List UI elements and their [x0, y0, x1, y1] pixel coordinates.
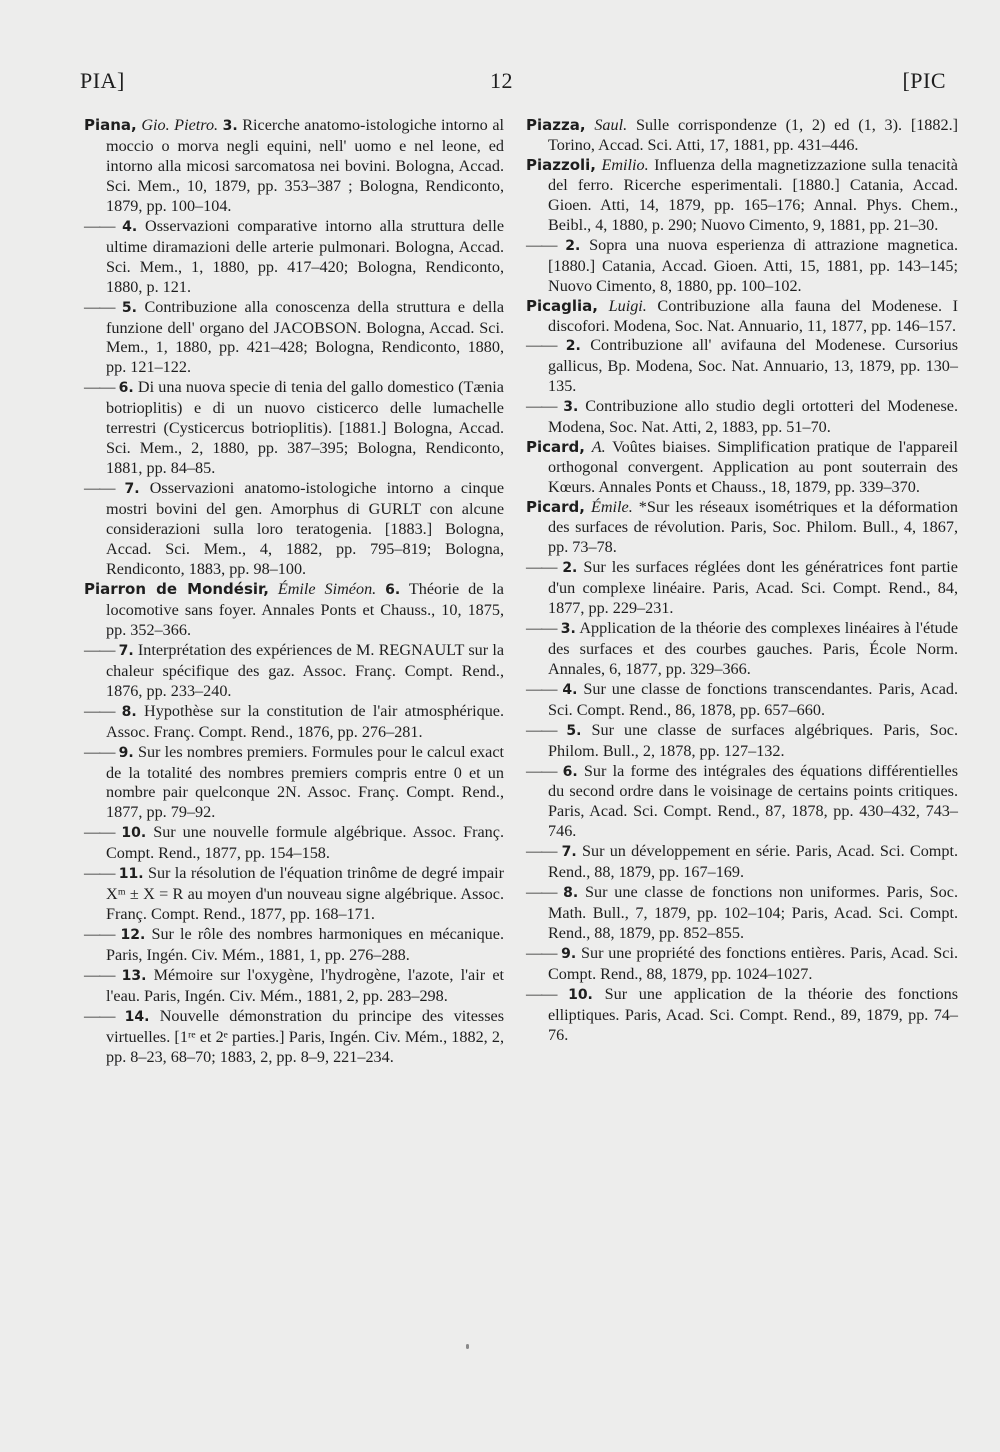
ditto-dash: ——: [84, 378, 115, 397]
header-right-guideword: [PIC: [902, 68, 946, 93]
ditto-dash: ——: [84, 823, 115, 842]
entry-text: Mémoire sur l'oxygène, l'hydrogène, l'azote, l'air et l'eau. Paris, Ingén. Civ. Mém., 1881, 2, pp. 283–298.: [106, 966, 505, 1005]
entry-text: Sur la résolution de l'équation trinôme de degré impair Xᵐ ± X = R au moyen d'un nouveau signe algébrique. Assoc. Franç. Compt. Rend., 1877, pp. 168–171.: [106, 864, 505, 924]
ditto-dash: ——: [84, 216, 115, 235]
entry-text: Sur une classe de surfaces algébriques. Paris, Soc. Philom. Bull., 2, 1878, pp. 127–132.: [548, 720, 959, 760]
entry-text: Contribuzione alla fauna del Modenese. I discofori. Modena, Soc. Nat. Annuario, 11, 1877, pp. 146–157.: [548, 296, 959, 335]
ditto-dash: ——: [84, 1006, 115, 1025]
entry-text: Sur les nombres premiers. Formules pour le calcul exact de la totalité des nombres premiers compris entre 0 et un nombre pair quelconque 2N. Assoc. Franç. Compt. Rend., 1877, pp. 79–92.: [106, 742, 505, 822]
entry-text: Osservazioni anatomo-istologiche intorno a cinque mostri bovini del gen. Amorphus di GURLT con alcune considerazioni sulla loro teratogenia. [1883.] Bologna, Accad. Sci. Mem., 4, 1882, pp. 795–819; Bologna, Rendiconto, 1883, pp. 98–100.: [106, 479, 505, 578]
entry-text: Sur une classe de fonctions non uniformes. Paris, Soc. Math. Bull., 7, 1879, pp. 102–104; Paris, Acad. Sci. Compt. Rend., 88, 1879, pp. 852–855.: [548, 883, 958, 943]
ditto-dash: ——: [526, 842, 557, 861]
entry-number: 8.: [121, 703, 137, 720]
entry-number: 5.: [566, 722, 582, 739]
entry-number: 3.: [560, 620, 576, 637]
ditto-dash: ——: [526, 944, 557, 963]
entry-number: 4.: [562, 681, 578, 698]
ditto-dash: ——: [526, 618, 557, 637]
entry-text: Sur la forme des intégrales des équations différentielles du second ordre dans le voisinage de certains points critiques. Paris, Acad. Sci. Compt. Rend., 87, 1878, pp. 430–432, 743–746.: [548, 761, 959, 841]
bibliography-entry: [526, 156, 958, 236]
author-name: Piana,: [84, 116, 137, 134]
entry-text: Sur le rôle des nombres harmoniques en mécanique. Paris, Ingén. Civ. Mém., 1881, 1, pp. 276–288.: [106, 925, 505, 965]
entry-number: 2.: [565, 237, 581, 254]
ditto-dash: ——: [526, 397, 557, 416]
ditto-dash: ——: [84, 479, 115, 498]
entry-number: 7.: [561, 844, 577, 861]
ditto-dash: ——: [84, 742, 115, 761]
entry-number: 11.: [118, 866, 144, 883]
author-given-name: A.: [591, 438, 606, 457]
ditto-dash: ——: [526, 761, 557, 780]
ditto-dash: ——: [526, 336, 557, 355]
bibliography-entry: [84, 743, 504, 824]
entry-number: 3.: [563, 399, 579, 416]
ditto-dash: ——: [84, 297, 115, 316]
ditto-dash: ——: [84, 966, 115, 985]
entry-text: Influenza della magnetizzazione sulla tenacità del ferro. Ricerche esperimentali. [1880.] Catania, Accad. Gioen. Atti, 14, 1879, pp. 165–176; Annal. Phys. Chem., Beibl., 4, 1880, p. 290; Nuovo Cimento, 9, 1881, pp. 21–30.: [548, 155, 958, 234]
ditto-dash: ——: [84, 701, 115, 720]
author-name: Piarron de Mondésir,: [84, 579, 269, 598]
bibliography-entry: [526, 680, 958, 721]
ditto-dash: ——: [84, 925, 115, 944]
entry-number: 6.: [385, 581, 401, 598]
entry-text: Sur une nouvelle formule algébrique. Assoc. Franç. Compt. Rend., 1877, pp. 154–158.: [106, 823, 505, 863]
bibliography-entry: [526, 498, 958, 558]
entry-text: Sur une classe de fonctions transcendantes. Paris, Acad. Sci. Compt. Rend., 86, 1878, pp. 657–660.: [548, 679, 959, 719]
ditto-dash: ——: [526, 235, 557, 254]
author-name: Picard,: [526, 498, 585, 517]
bibliography-entry: [84, 580, 504, 641]
entry-number: 9.: [118, 744, 134, 761]
bibliography-entry: [84, 702, 504, 743]
entry-text: *Sur les réseaux isométriques et la déformation des surfaces de révolution. Paris, Soc. Philom. Bull., 4, 1867, pp. 73–78.: [548, 498, 958, 557]
right-column: [526, 116, 958, 1046]
entry-text: Sulle corrispondenze (1, 2) ed (1, 3). [1882.] Torino, Accad. Sci. Atti, 17, 1881, pp. 431–446.: [548, 116, 959, 154]
entry-number: 3.: [222, 118, 238, 134]
entry-text: Contribuzione allo studio degli ortotteri del Modenese. Modena, Soc. Nat. Atti, 2, 1883, pp. 51–70.: [548, 397, 958, 437]
bibliography-entry: [84, 823, 504, 864]
entry-number: 14.: [124, 1008, 150, 1025]
bibliography-entry: [84, 378, 504, 479]
ditto-dash: ——: [526, 557, 557, 576]
entry-number: 2.: [562, 559, 578, 576]
author-name: Picard,: [526, 438, 585, 457]
author-given-name: Émile.: [590, 498, 633, 517]
bibliography-entry: [526, 619, 958, 680]
entry-number: 8.: [563, 885, 579, 902]
entry-number: 7.: [118, 642, 134, 659]
entry-text: Sur les surfaces réglées dont les génératrices font partie d'un complexe linéaire. Paris, Acad. Sci. Compt. Rend., 84, 1877, pp. 229–231.: [548, 557, 958, 617]
ditto-dash: ——: [84, 864, 115, 883]
ditto-dash: ——: [526, 679, 557, 698]
author-given-name: Émile Siméon.: [277, 579, 377, 598]
entry-number: 4.: [122, 218, 138, 235]
entry-text: Sur un développement en série. Paris, Acad. Sci. Compt. Rend., 88, 1879, pp. 167–169.: [548, 842, 959, 882]
entry-number: 6.: [118, 380, 134, 397]
bibliography-entry: [526, 397, 958, 438]
bibliography-entry: [84, 298, 504, 379]
entry-number: 10.: [121, 825, 147, 842]
page-number: 12: [490, 68, 513, 93]
bibliography-entry: [526, 721, 958, 762]
bibliography-entry: [84, 479, 504, 580]
entry-text: Application de la théorie des complexes linéaires à l'étude des surfaces et des courbes gauches. Paris, École Norm. Annales, 6, 1877, pp. 329–366.: [548, 618, 959, 678]
paper-speck: [466, 1344, 469, 1349]
bibliography-entry: [526, 883, 958, 944]
entry-number: 5.: [121, 299, 137, 316]
entry-number: 6.: [562, 763, 578, 780]
entry-text: Osservazioni comparative intorno alla struttura delle ultime diramazioni delle arterie pulmonari. Bologna, Accad. Sci. Mem., 1, 1880, pp. 417–420; Bologna, Rendiconto, 1880, p. 121.: [106, 216, 505, 296]
entry-text: Hypothèse sur la constitution de l'air atmosphérique. Assoc. Franç. Compt. Rend., 1876, pp. 276–281.: [106, 701, 505, 741]
entry-number: 13.: [121, 968, 147, 985]
entry-text: Ricerche anatomo-istologiche intorno al moccio o morva negli equini, nell' uomo e nel leone, ed intorno alla micosi sarcomatosa nei bovini. Bologna, Accad. Sci. Mem., 10, 1879, pp. 353–387 ; Bologna, Rendiconto, 1879, pp. 100–104.: [106, 116, 505, 215]
entry-text: Nouvelle démonstration du principe des vitesses virtuelles. [1ʳᵉ et 2ᵉ parties.] Paris, Ingén. Civ. Mém., 1882, 2, pp. 8–23, 68–70; 1883, 2, pp. 8–9, 221–234.: [106, 1006, 505, 1066]
bibliography-entry: [84, 864, 504, 925]
entry-text: Sur une application de la théorie des fonctions elliptiques. Paris, Acad. Sci. Compt. Rend., 89, 1879, pp. 74–76.: [548, 984, 958, 1044]
ditto-dash: ——: [526, 984, 557, 1003]
entry-text: Sopra una nuova esperienza di attrazione magnetica. [1880.] Catania, Accad. Gioen. Atti, 15, 1881, pp. 143–145; Nuovo Cimento, 8, 1880, pp. 100–102.: [548, 235, 958, 295]
bibliography-entry: [526, 842, 958, 883]
entry-text: Di una nuova specie di tenia del gallo domestico (Tænia botrioplitis) e di un nuovo cisticerco delle lumachelle terrestri (Cysticercus botrioplitis). [1881.] Bologna, Accad. Sci. Mem., 2, 1880, pp. 387–395; Bologna, Rendiconto, 1881, pp. 84–85.: [106, 378, 504, 478]
bibliography-entry: [526, 297, 958, 337]
author-name: Picaglia,: [526, 296, 598, 315]
entry-text: Contribuzione all' avifauna del Modenese. Cursorius gallicus, Bp. Modena, Soc. Nat. Annuario, 13, 1879, pp. 130–135.: [548, 336, 958, 396]
entry-text: Contribuzione alla conoscenza della struttura e della funzione dell' organo del JACOBSON. Bologna, Accad. Sci. Mem., 1, 1880, pp. 421–428; Bologna, Rendiconto, 1880, pp. 121–122.: [106, 297, 505, 377]
author-given-name: Luigi.: [608, 296, 647, 315]
entry-number: 12.: [120, 927, 146, 944]
bibliography-entry: [526, 438, 958, 498]
author-name: Piazza,: [526, 116, 586, 134]
ditto-dash: ——: [526, 883, 557, 902]
author-name: Piazzoli,: [526, 155, 597, 174]
bibliography-entry: [526, 236, 958, 297]
author-given-name: Gio. Pietro.: [141, 116, 219, 134]
left-column: [84, 116, 504, 1068]
bibliography-entry: [526, 336, 958, 397]
author-given-name: Saul.: [594, 116, 628, 134]
bibliography-entry: [84, 641, 504, 702]
bibliography-entry: [526, 116, 958, 156]
bibliography-entry: [526, 762, 958, 843]
entry-number: 9.: [561, 946, 577, 963]
entry-text: Interprétation des expériences de M. REGNAULT sur la chaleur spécifique des gaz. Assoc. Franç. Compt. Rend., 1876, pp. 233–240.: [106, 640, 505, 700]
bibliography-entry: [526, 944, 958, 985]
ditto-dash: ——: [526, 720, 557, 739]
bibliography-entry: [84, 966, 504, 1007]
header-left-guideword: PIA]: [80, 68, 125, 93]
ditto-dash: ——: [84, 640, 115, 659]
entry-number: 7.: [124, 481, 140, 498]
entry-text: Théorie de la locomotive sans foyer. Annales Ponts et Chauss., 10, 1875, pp. 352–366.: [106, 579, 504, 639]
author-given-name: Emilio.: [601, 155, 649, 174]
bibliography-entry: [84, 217, 504, 298]
bibliography-entry: [84, 1007, 504, 1068]
bibliography-entry: [84, 925, 504, 966]
entry-number: 10.: [568, 986, 593, 1003]
bibliography-entry: [526, 558, 958, 619]
entry-number: 2.: [565, 338, 581, 355]
bibliography-entry: [526, 985, 958, 1046]
bibliography-entry: [84, 116, 504, 217]
entry-text: Sur une propriété des fonctions entières. Paris, Acad. Sci. Compt. Rend., 88, 1879, pp. 1024–1027.: [548, 944, 959, 984]
entry-text: Voûtes biaises. Simplification pratique de l'appareil orthogonal convergent. Application au pont souterrain des Kœurs. Annales Ponts et Chauss., 18, 1879, pp. 339–370.: [548, 438, 958, 497]
